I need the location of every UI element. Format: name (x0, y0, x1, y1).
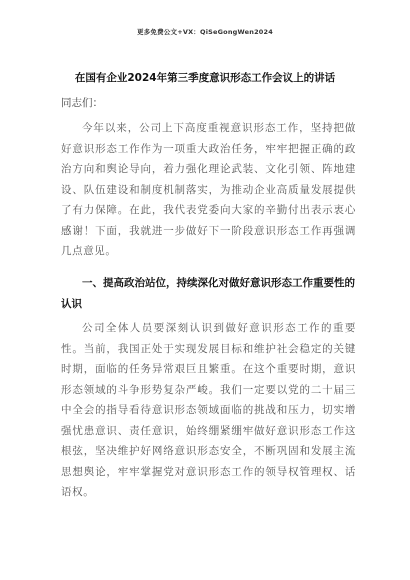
document-title: 在国有企业2024年第三季度意识形态工作会议上的讲话 (74, 72, 336, 84)
body-paragraph-section-1: 公司全体人员要深刻认识到做好意识形态工作的重要性。当前，我国正处于实现发展目标和维护社会稳定的关键时期，面临的任务异常艰巨且繁重。在这个重要时期，意识形态领域的斗争形势复杂严峻。我们一定要以党的二十届三中全会的指导看待意识形态领域面临的挑战和压力，切实增强忧患意识、责任意识，始终绷紧绷牢做好意识形态工作这根弦，坚决维护好网络意识形态安全，不断巩固和发展主流思想舆论，牢牢掌握党对意识形态工作的领导权管理权、话语权。 (61, 322, 356, 498)
section-heading-1: 一、提高政治站位，持续深化对做好意识形态工作重要性的认识 (61, 277, 355, 310)
salutation: 同志们： (61, 97, 103, 109)
body-paragraph-intro: 今年以来，公司上下高度重视意识形态工作，坚持把做好意识形态工作作为一项重大政治任务，牢牢把握正确的政治方向和舆论导向，着力强化理论武装、文化引领、阵地建设、队伍建设和制度机制落实，为推动企业高质量发展提供了有力保障。在此，我代表党委向大家的辛勤付出表示衷心感谢！下面，我就进一步做好下一阶段意识形态工作再强调几点意见。 (61, 122, 356, 257)
header-note: 更多免费公文+VX：QiSeGongWen2024 (137, 28, 273, 36)
